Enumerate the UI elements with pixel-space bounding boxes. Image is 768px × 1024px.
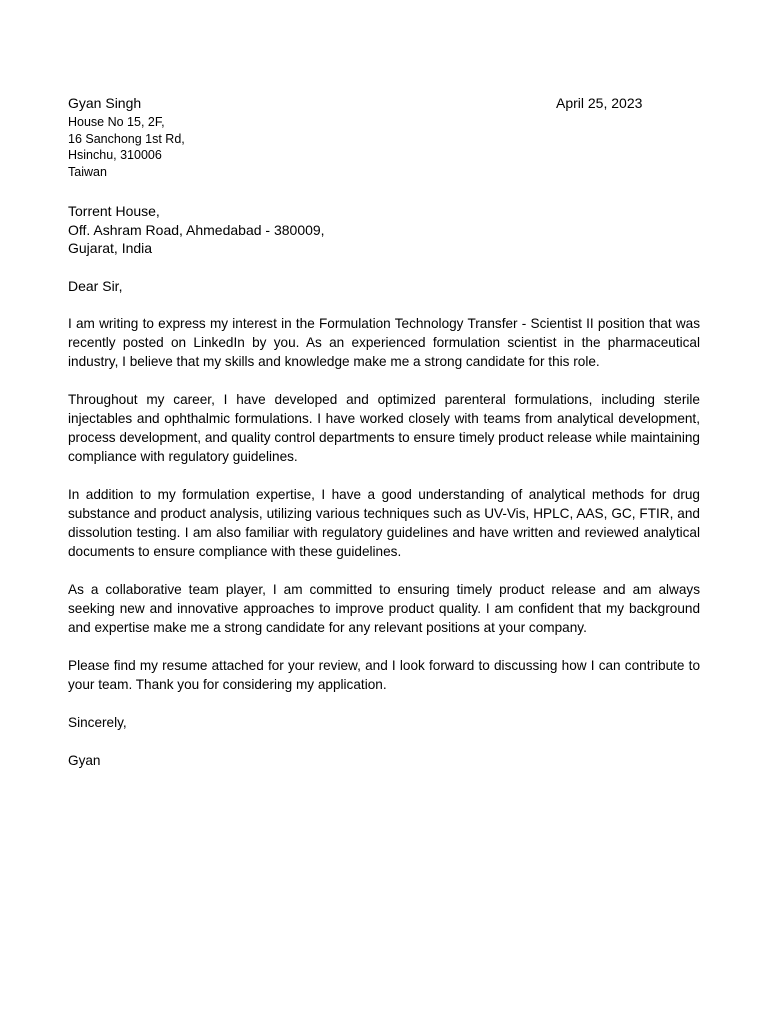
recipient-address-line: Off. Ashram Road, Ahmedabad - 380009, (68, 221, 325, 238)
body-paragraph: Please find my resume attached for your review, and I look forward to discussing how I can contribute to your team. Thank you for considering my application. (68, 658, 700, 692)
recipient-address (68, 202, 325, 258)
sender-address-line: Hsinchu, 310006 (68, 148, 162, 162)
recipient-address-line: Gujarat, India (68, 240, 153, 256)
letter-date: April 25, 2023 (556, 95, 643, 111)
closing: Sincerely, (68, 715, 127, 730)
sender-address-line: Taiwan (68, 164, 107, 179)
sender-name: Gyan Singh (68, 95, 142, 111)
signature: Gyan (68, 753, 101, 768)
letter-body (68, 314, 700, 770)
body-paragraph: In addition to my formulation expertise, I have a good understanding of analytical methods for drug substance and product analysis, utilizing various techniques such as UV-Vis, HPLC, AAS, GC, FTIR, and dissolution testing. I am also familiar with regulatory guidelines and have written and reviewed analytical documents to ensure compliance with these guidelines. (68, 487, 700, 559)
body-paragraph: Throughout my career, I have developed and optimized parenteral formulations, including sterile injectables and ophthalmic formulations. I have worked closely with teams from analytical development, process development, and quality control departments to ensure timely product release while maintaining compliance with regulatory guidelines. (68, 392, 700, 464)
salutation: Dear Sir, (68, 278, 123, 294)
recipient-address-line: Torrent House, (68, 203, 160, 219)
sender-address (68, 114, 185, 180)
sender-address-line: House No 15, 2F, (68, 115, 165, 129)
body-paragraph: As a collaborative team player, I am committed to ensuring timely product release and am always seeking new and innovative approaches to improve product quality. I am confident that my background and expertise make me a strong candidate for any relevant positions at your company. (68, 582, 700, 635)
sender-address-line: 16 Sanchong 1st Rd, (68, 131, 185, 146)
body-paragraph: I am writing to express my interest in the Formulation Technology Transfer - Scientist II position that was recently posted on LinkedIn by you. As an experienced formulation scientist in the pharmaceutical industry, I believe that my skills and knowledge make me a strong candidate for this role. (68, 316, 700, 369)
